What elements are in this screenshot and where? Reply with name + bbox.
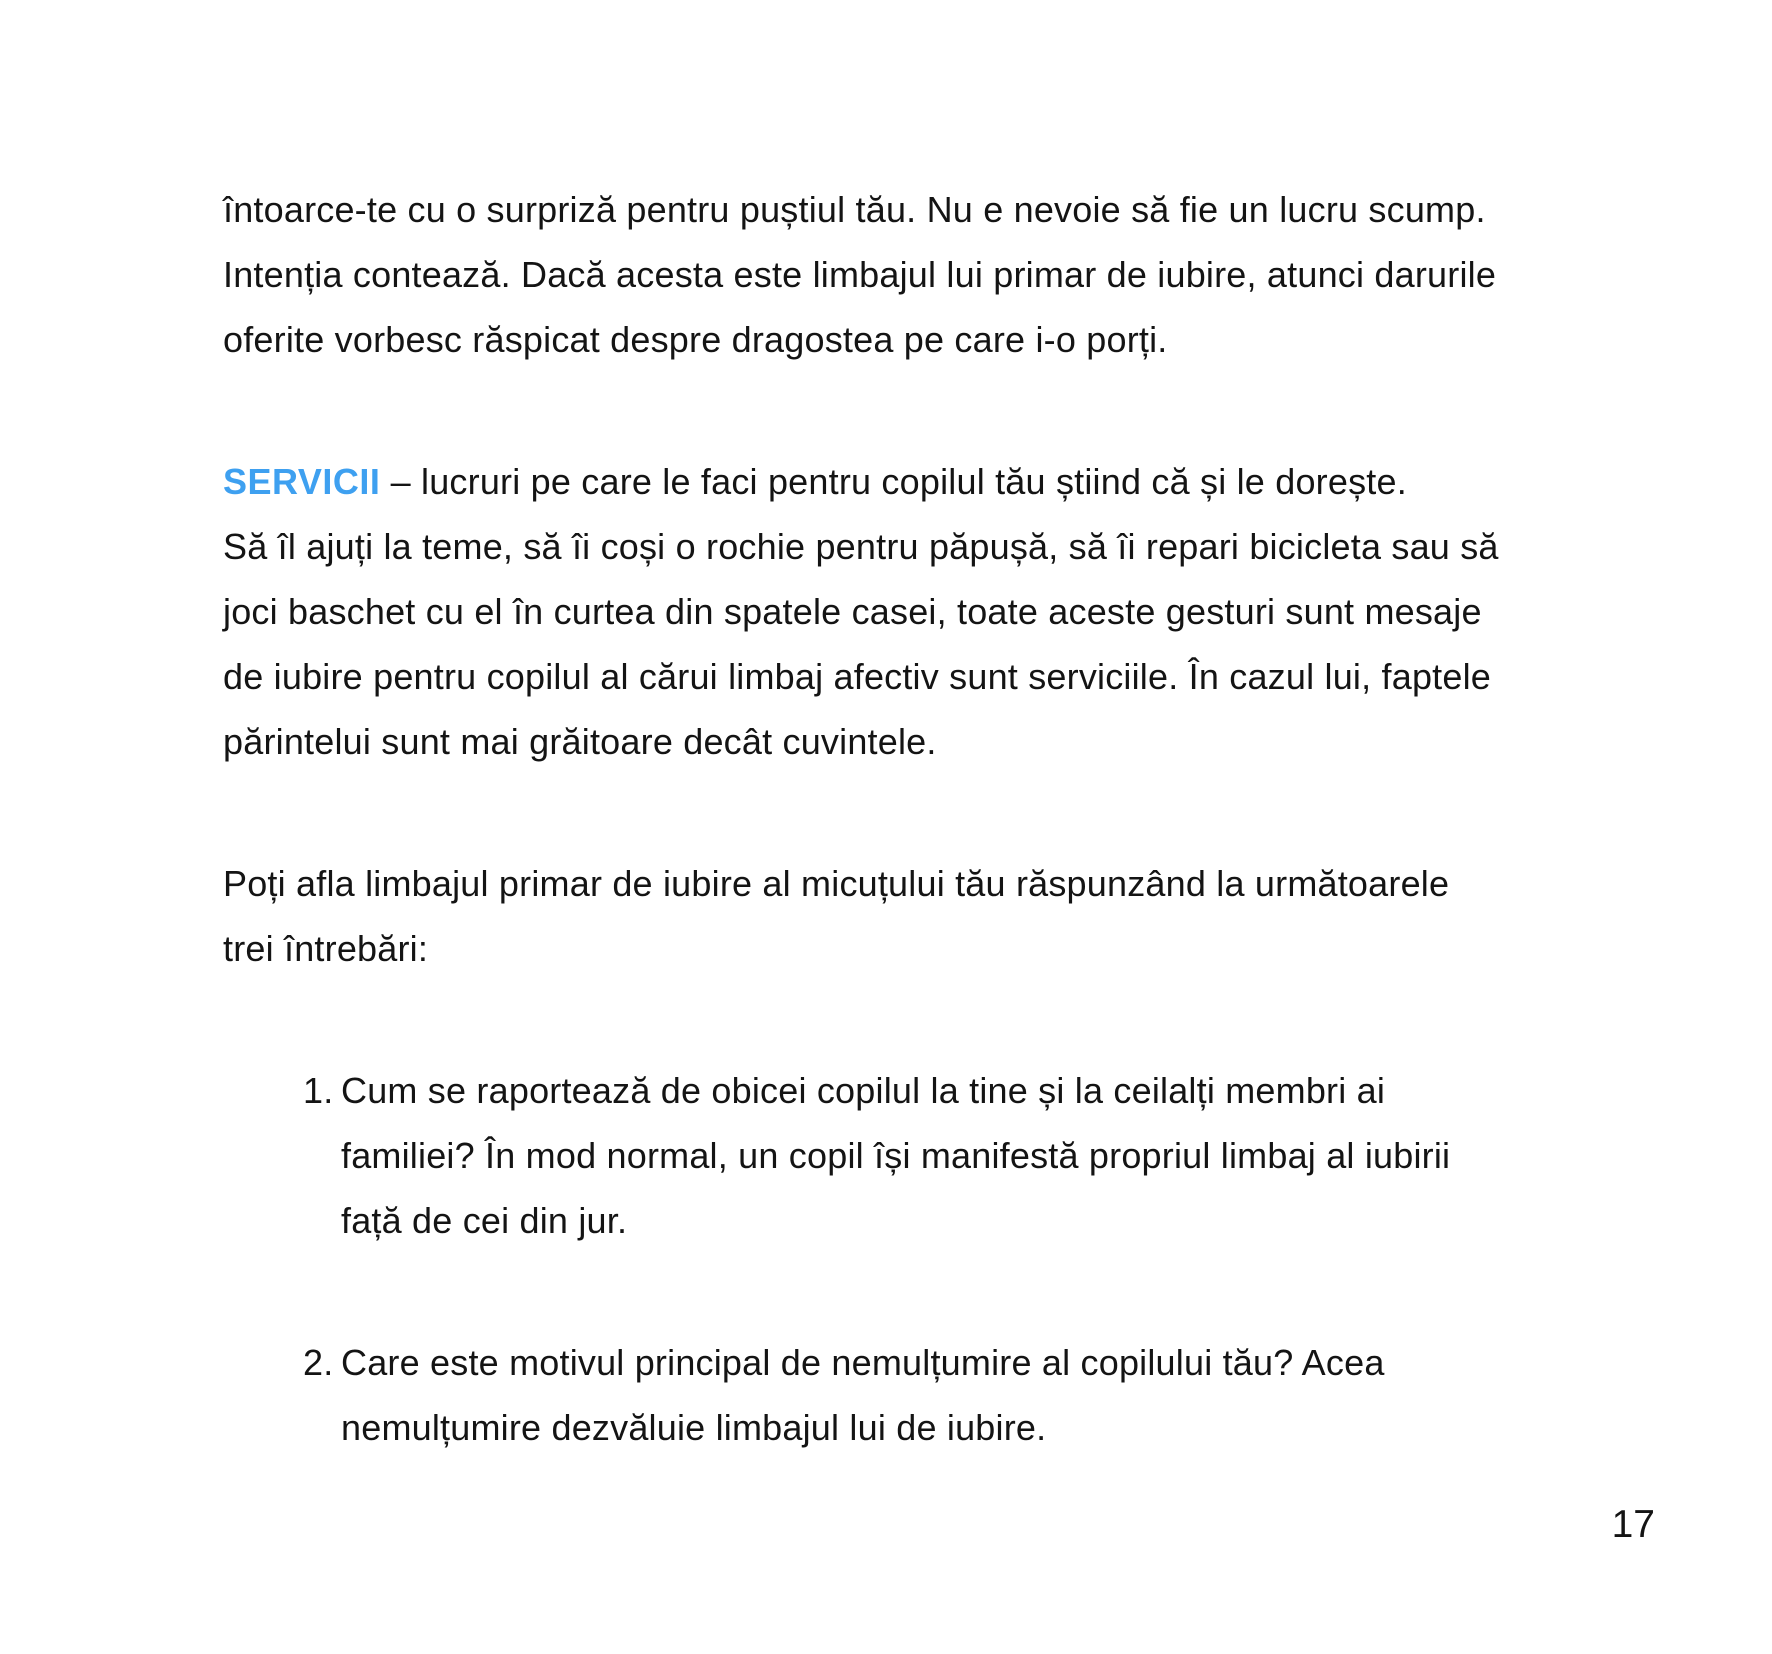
text-line: Intenția contează. Dacă acesta este limbajul lui primar de iubire, atunci darurile	[223, 254, 1497, 295]
question-item-1	[223, 1058, 1703, 1253]
text-line: oferite vorbesc răspicat despre dragostea pe care i-o porți.	[223, 319, 1168, 360]
paragraph-services	[223, 449, 1703, 774]
paragraph-questions-intro	[223, 851, 1703, 981]
text-line: nemulțumire dezvăluie limbajul lui de iubire.	[341, 1407, 1047, 1448]
question-number: 1.	[303, 1070, 334, 1111]
question-text	[341, 1330, 1703, 1460]
text-line	[223, 449, 1703, 514]
text-line: Care este motivul principal de nemulțumire al copilului tău? Acea	[341, 1342, 1385, 1383]
text-line: Cum se raportează de obicei copilul la tine și la ceilalți membri ai	[341, 1070, 1386, 1111]
page-number: 17	[1611, 1503, 1655, 1546]
services-definition: – lucruri pe care le faci pentru copilul tău știind că și le dorește.	[380, 461, 1407, 502]
text-line: trei întrebări:	[223, 928, 429, 969]
text-line: față de cei din jur.	[341, 1200, 628, 1241]
text-line: părintelui sunt mai grăitoare decât cuvintele.	[223, 721, 937, 762]
text-line: Să îl ajuți la teme, să îi coși o rochie pentru păpușă, să îi repari bicicleta sau să	[223, 526, 1499, 567]
body-text	[223, 177, 1703, 1537]
question-item-2	[223, 1330, 1703, 1460]
text-line: Poți afla limbajul primar de iubire al micuțului tău răspunzând la următoarele	[223, 863, 1450, 904]
paragraph-opening	[223, 177, 1703, 372]
question-number: 2.	[303, 1342, 334, 1383]
text-line: de iubire pentru copilul al cărui limbaj afectiv sunt serviciile. În cazul lui, faptele	[223, 656, 1492, 697]
text-line: întoarce-te cu o surpriză pentru puștiul tău. Nu e nevoie să fie un lucru scump.	[223, 189, 1486, 230]
text-line: familiei? În mod normal, un copil își manifestă propriul limbaj al iubirii	[341, 1135, 1451, 1176]
text-line: joci baschet cu el în curtea din spatele casei, toate aceste gesturi sunt mesaje	[223, 591, 1482, 632]
services-term: SERVICII	[223, 461, 381, 502]
question-text	[341, 1058, 1703, 1253]
